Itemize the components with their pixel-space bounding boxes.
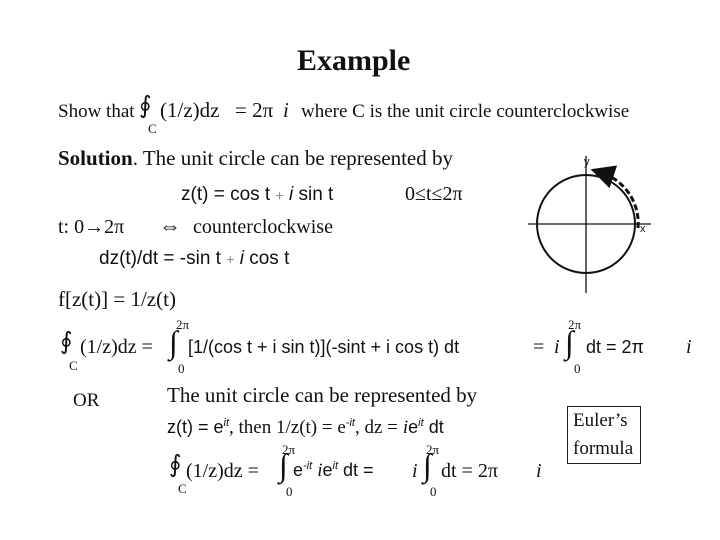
int1-mid-eq: = <box>533 336 545 358</box>
param-i: i <box>288 184 294 205</box>
contour-integral-sign-2: ∮ <box>60 329 73 355</box>
param-range: 0≤t≤2π <box>405 183 463 205</box>
param-a: z(t) = cos t <box>181 184 271 205</box>
upper-limit-d: 2π <box>426 442 440 457</box>
contour-label-3: C <box>178 481 187 496</box>
exp-line-e: dt <box>428 417 444 437</box>
solution-label: Solution <box>58 146 133 170</box>
upper-limit-c: 2π <box>282 442 296 457</box>
int2-body <box>293 461 374 480</box>
int2-i: i <box>317 460 323 481</box>
int2-e2: e <box>322 460 333 480</box>
contour-integral-sign-3: ∮ <box>169 452 182 478</box>
lower-limit-b: 0 <box>574 361 581 376</box>
deriv-i: i <box>239 248 244 269</box>
problem-integrand: (1/z)dz <box>160 98 220 122</box>
exp-neg-it: -it <box>345 417 355 429</box>
exp-line-i: i <box>402 417 409 438</box>
integral-sign-c: ∫ <box>279 447 288 483</box>
param-plus: + <box>275 187 284 203</box>
int2-exp-it: it <box>332 460 338 472</box>
int2-result-i: i <box>536 460 542 482</box>
deriv-a: dz(t)/dt = -sin t <box>99 248 221 269</box>
counterclockwise-arrow <box>602 173 638 228</box>
int1-i: i <box>554 336 560 358</box>
contour-label: C <box>148 121 157 136</box>
int2-exp-neg-it: -it <box>303 460 313 472</box>
integral-sign-a: ∫ <box>169 324 178 360</box>
exp-line-b: , then 1/z(t) = e <box>229 417 346 438</box>
int2-i-factor: i <box>412 460 418 482</box>
integral-sign-b: ∫ <box>565 324 574 360</box>
exp-it-1: it <box>223 417 230 429</box>
int2-e: e <box>293 460 304 480</box>
contour-integral-sign: ∮ <box>139 93 152 119</box>
derivative-line <box>99 249 289 268</box>
exp-it-2: it <box>418 417 424 429</box>
euler-line-1: Euler’s <box>573 410 628 431</box>
param-b: sin t <box>298 184 334 205</box>
show-that-text: Show that <box>58 101 135 122</box>
int2-dt: dt = <box>343 460 374 480</box>
int1-integrand: (1/z)dz = <box>80 336 153 358</box>
direction-text: counterclockwise <box>193 216 333 238</box>
upper-limit-a: 2π <box>176 317 190 332</box>
problem-equals: = 2π <box>235 98 274 122</box>
problem-condition: where C is the unit circle counterclockwise <box>301 101 630 122</box>
x-axis-label: x <box>640 223 646 235</box>
lower-limit-c: 0 <box>286 484 293 499</box>
solution-intro: . The unit circle can be represented by <box>132 146 454 170</box>
exp-line-c: , dz = <box>354 417 398 438</box>
parametrization <box>181 185 333 204</box>
solution-heading <box>58 148 453 169</box>
unit-circle-diagram <box>526 148 666 298</box>
upper-limit-b: 2π <box>568 317 582 332</box>
euler-line-2: formula <box>573 438 634 459</box>
contour-label-2: C <box>69 358 78 373</box>
t-range: t: 0→2π <box>58 216 125 238</box>
deriv-b: cos t <box>249 248 290 269</box>
int1-dt: dt = 2π <box>586 337 644 357</box>
int1-result-i: i <box>686 336 692 358</box>
deriv-plus: + <box>226 251 235 267</box>
slide-title: Example <box>297 44 411 77</box>
integral-sign-d: ∫ <box>423 447 432 483</box>
exponential-line <box>167 418 444 437</box>
f-line: f[z(t)] = 1/z(t) <box>58 287 176 311</box>
exp-line-a: z(t) = e <box>167 417 224 437</box>
lower-limit-d: 0 <box>430 484 437 499</box>
lower-limit-a: 0 <box>178 361 185 376</box>
problem-i: i <box>283 98 289 122</box>
int2-integrand: (1/z)dz = <box>186 460 259 482</box>
or-label: OR <box>73 390 100 411</box>
exp-line-d: e <box>408 417 419 437</box>
equivalence-arrow: ⇔ <box>159 213 181 238</box>
alt-intro: The unit circle can be represented by <box>167 383 478 407</box>
int1-body: [1/(cos t + i sin t)](-sint + i cos t) dt <box>188 337 460 357</box>
int2-dt-result: dt = 2π <box>441 460 498 482</box>
y-axis-label: y <box>584 156 590 168</box>
